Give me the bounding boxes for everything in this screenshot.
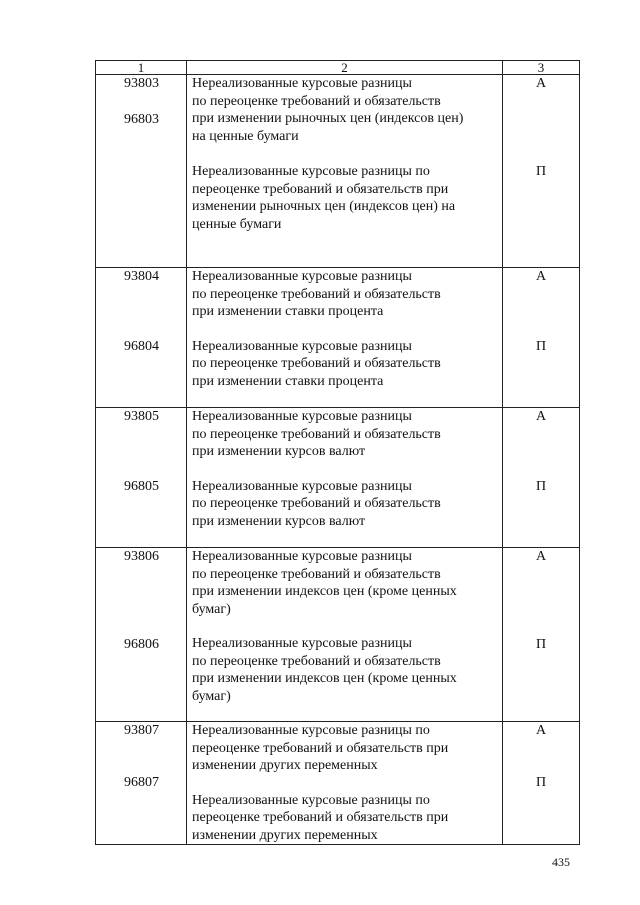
account-side: А (535, 549, 547, 564)
account-description: Нереализованные курсовые разницы по переоценке требований и обязательств при изменении индексов цен (кроме ценных бумаг) (192, 549, 457, 617)
account-side: П (535, 478, 547, 494)
description-cell (187, 548, 503, 722)
account-code: 96805 (124, 478, 159, 494)
account-description: Нереализованные курсовые разницы по переоценке требований и обязательств при изменении ставки процента (192, 338, 441, 389)
side-cell (503, 408, 580, 548)
description-cell (187, 722, 503, 845)
account-side: А (535, 409, 547, 424)
description-cell (187, 268, 503, 408)
account-code: 93803 (124, 76, 159, 91)
description-cell (187, 408, 503, 548)
table-row (96, 268, 580, 408)
col-header-3: 3 (503, 61, 580, 75)
col-header-2: 2 (187, 61, 503, 75)
side-cell (503, 268, 580, 408)
table-row (96, 408, 580, 548)
account-side: А (535, 269, 547, 284)
side-cell (503, 722, 580, 845)
account-description: Нереализованные курсовые разницы по переоценке требований и обязательств при изменении курсов валют (192, 478, 441, 529)
table-row (96, 75, 580, 268)
account-side: А (535, 723, 547, 738)
account-description: Нереализованные курсовые разницы по переоценке требований и обязательств при изменении индексов цен (кроме ценных бумаг) (192, 636, 457, 704)
account-description: Нереализованные курсовые разницы по переоценке требований и обязательств при изменении ставки процента (192, 269, 441, 319)
code-cell (96, 722, 187, 845)
account-code: 96804 (124, 338, 159, 354)
account-code: 93807 (124, 723, 159, 738)
code-cell (96, 75, 187, 268)
col-header-1: 1 (96, 61, 187, 75)
account-side: П (535, 636, 547, 652)
account-description: Нереализованные курсовые разницы по переоценке требований и обязательств при изменении рыночных цен (индексов цен) на ценные бумаги (192, 76, 464, 144)
account-code: 93806 (124, 549, 159, 564)
account-side: А (535, 76, 547, 91)
account-code: 93804 (124, 269, 159, 284)
account-code: 96803 (124, 111, 159, 127)
accounts-table (95, 60, 580, 845)
account-description: Нереализованные курсовые разницы по переоценке требований и обязательств при изменении курсов валют (192, 409, 441, 459)
code-cell (96, 268, 187, 408)
table-row (96, 722, 580, 845)
account-side: П (535, 774, 547, 790)
account-side: П (535, 163, 547, 179)
account-code: 93805 (124, 409, 159, 424)
code-cell (96, 548, 187, 722)
header-row (96, 61, 580, 75)
side-cell (503, 75, 580, 268)
table-row (96, 548, 580, 722)
account-code: 96807 (124, 774, 159, 790)
account-description: Нереализованные курсовые разницы по переоценке требований и обязательств при изменении других переменных (192, 723, 449, 773)
account-description: Нереализованные курсовые разницы по переоценке требований и обязательств при изменении рыночных цен (индексов цен) на ценные бумаги (192, 164, 456, 232)
side-cell (503, 548, 580, 722)
description-cell (187, 75, 503, 268)
account-description: Нереализованные курсовые разницы по переоценке требований и обязательств при изменении других переменных (192, 792, 449, 843)
account-code: 96806 (124, 636, 159, 652)
page-number: 435 (552, 855, 570, 869)
code-cell (96, 408, 187, 548)
account-side: П (535, 338, 547, 354)
